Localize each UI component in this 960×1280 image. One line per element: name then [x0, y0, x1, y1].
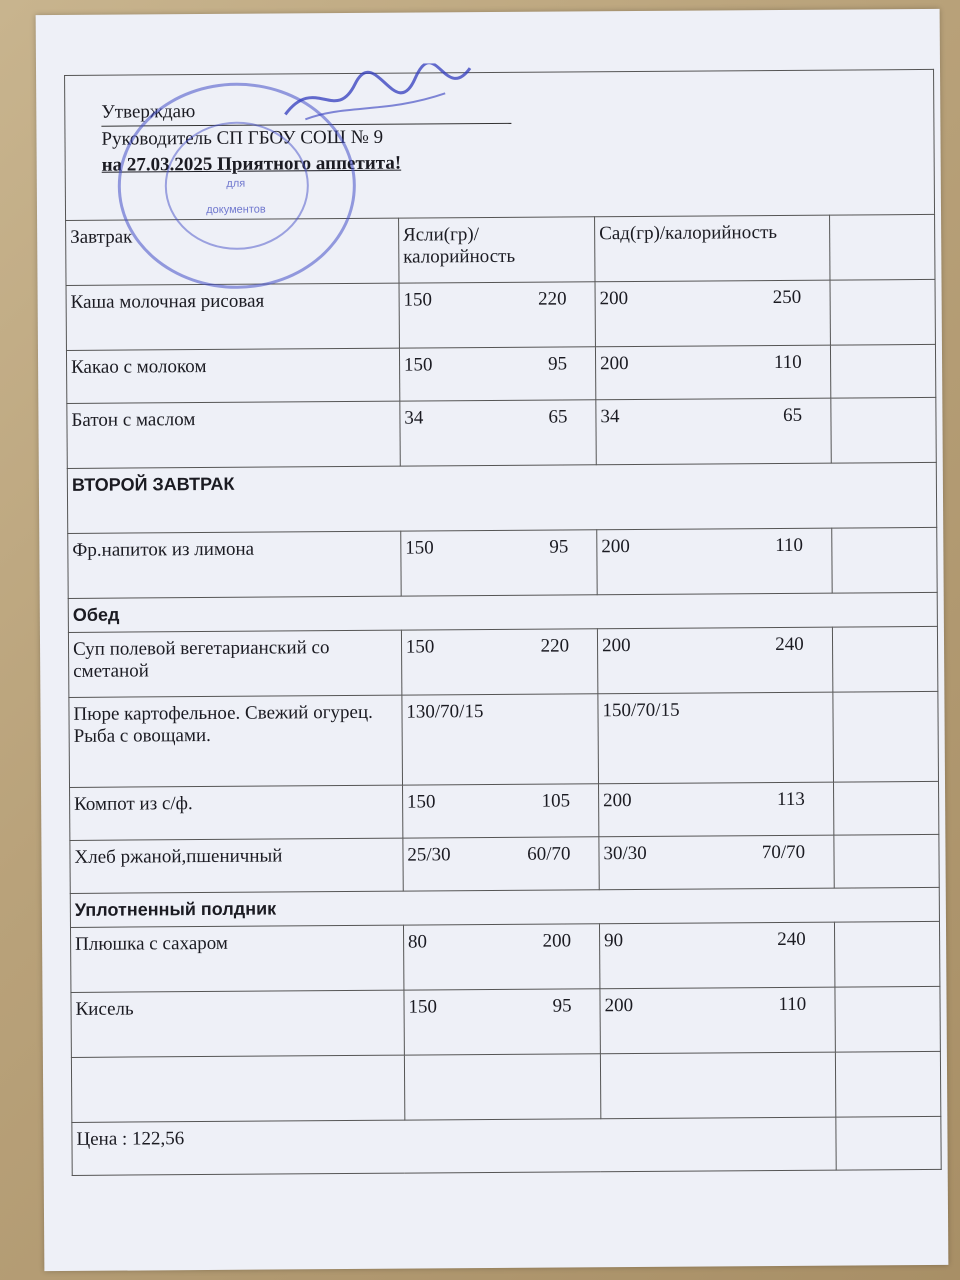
table-row: [71, 986, 940, 1057]
paper-sheet: [36, 9, 949, 1271]
dish-name: Пюре картофельное. Свежий огурец. Рыба с овощами.: [69, 695, 402, 787]
kg-grams: 30/30: [603, 842, 647, 865]
col-kindergarten: Сад(гр)/калорийность: [595, 215, 830, 282]
col-meal: Завтрак: [66, 218, 399, 285]
dish-name: Кисель: [71, 990, 404, 1057]
approve-line: Утверждаю: [101, 97, 511, 127]
nursery-kcal: 95: [552, 995, 572, 1017]
price-label: Цена : 122,56: [72, 1117, 836, 1175]
head-title: Руководитель СП ГБОУ СОШ № 9: [101, 126, 384, 150]
kg-kcal: 240: [775, 633, 804, 656]
section-title: ВТОРОЙ ЗАВТРАК: [67, 462, 936, 533]
nursery-kcal: 60/70: [527, 843, 571, 865]
kg-kcal: 250: [772, 286, 802, 309]
table-row: [68, 626, 937, 697]
kg-grams: 200: [603, 790, 632, 812]
nursery-grams: 150: [403, 289, 433, 311]
nursery-kcal: 220: [538, 288, 567, 310]
table-row: [69, 691, 939, 787]
menu-date: на 27.03.2025 Приятного аппетита!: [101, 152, 402, 176]
signature-icon: [275, 63, 475, 134]
dish-name: Каша молочная рисовая: [66, 283, 399, 350]
kg-grams: 34: [600, 406, 620, 428]
kg-grams: 90: [604, 930, 624, 952]
kg-kcal: 110: [775, 534, 804, 557]
nursery-kcal: 220: [540, 635, 570, 657]
table-row: [68, 527, 937, 598]
kg-kcal: 70/70: [761, 841, 806, 864]
dish-name: Батон с маслом: [67, 401, 400, 468]
kg-kcal: 110: [778, 993, 807, 1016]
section-title: Уплотненный полдник: [70, 887, 939, 927]
empty-row: [71, 1051, 940, 1122]
section-row: [67, 462, 936, 533]
section-title: Обед: [68, 592, 937, 632]
table-row: [70, 781, 939, 840]
kg-grams: 200: [601, 536, 630, 558]
nursery-grams: 150: [408, 996, 437, 1018]
nursery-grams: 150: [406, 791, 436, 813]
table-row: [66, 344, 935, 403]
kg-kcal: 240: [777, 928, 806, 951]
table-row: [66, 279, 935, 350]
nursery-grams: 150: [405, 636, 435, 658]
col-empty: [829, 214, 935, 280]
nursery-grams: 80: [407, 931, 428, 953]
price-row: [72, 1116, 941, 1175]
nursery-kcal: 95: [547, 353, 568, 375]
kg-kcal: 65: [783, 404, 803, 426]
dish-name: Суп полевой вегетарианский со сметаной: [68, 630, 401, 697]
nursery-kcal: 105: [541, 790, 571, 812]
dish-name: Хлеб ржаной,пшеничный: [70, 838, 403, 893]
nursery-grams: 150: [403, 354, 433, 376]
kg-grams: 200: [599, 288, 629, 310]
nursery-kcal: 200: [542, 930, 572, 952]
table-row: [70, 921, 939, 992]
dish-name: Плюшка с сахаром: [70, 925, 403, 992]
nursery-grams: 34: [404, 407, 424, 429]
menu-document: [64, 69, 942, 1176]
nursery-grams: 25/30: [407, 844, 451, 866]
nursery-kcal: 65: [548, 406, 568, 428]
table-header-row: [66, 214, 935, 285]
kg-kcal: 110: [773, 351, 802, 374]
col-nursery: Ясли(гр)/калорийность: [398, 217, 595, 283]
menu-table: [65, 214, 942, 1176]
table-row: [70, 834, 939, 893]
kg-kcal: 113: [776, 788, 805, 811]
stamp-text: для документов: [206, 177, 266, 216]
nursery-grams: 150: [405, 537, 434, 559]
approval-header: [64, 69, 935, 220]
kg-grams: 200: [599, 353, 629, 375]
table-row: [67, 397, 936, 468]
kg-grams: 200: [601, 635, 631, 657]
dish-name: Фр.напиток из лимона: [68, 531, 401, 598]
kg-grams: 200: [604, 995, 634, 1017]
dish-name: Какао с молоком: [66, 348, 399, 403]
nursery-grams: 130/70/15: [406, 701, 484, 723]
nursery-kcal: 95: [549, 536, 569, 558]
kg-grams: 150/70/15: [602, 699, 680, 722]
dish-name: Компот из с/ф.: [70, 785, 403, 840]
